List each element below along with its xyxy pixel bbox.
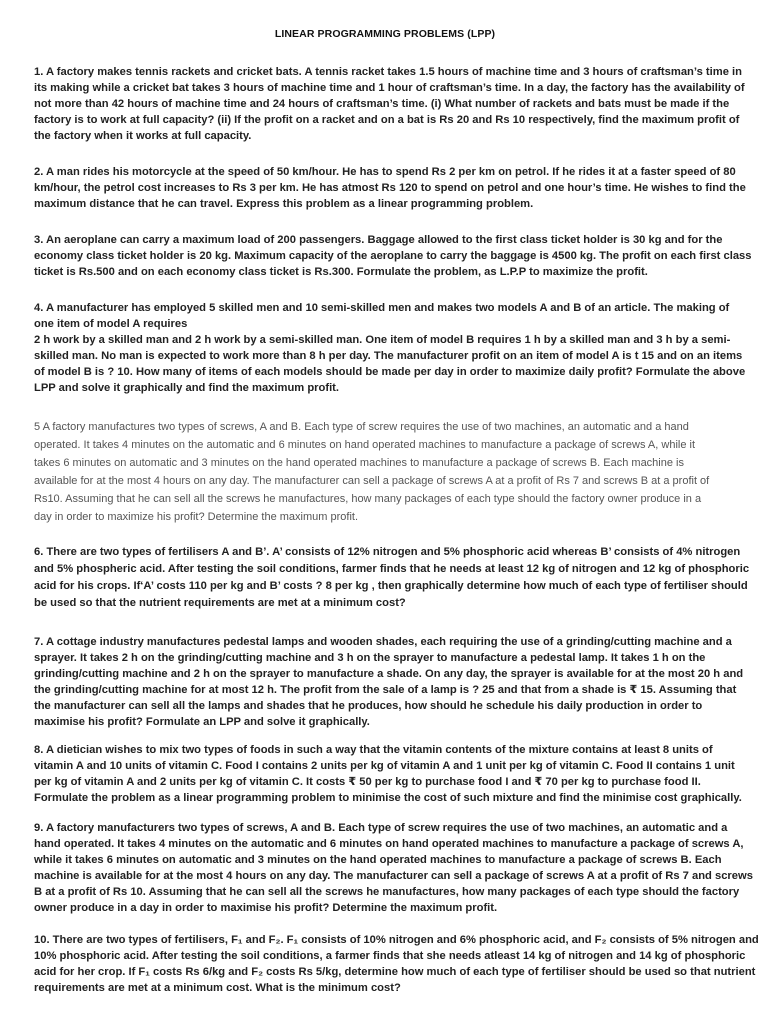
problem-line: Rs10. Assuming that he can sell all the screws he manufactures, how many packages of each type should the factory owner produce in a [34,493,702,505]
document-title: LINEAR PROGRAMMING PROBLEMS (LPP) [274,28,496,40]
problem-line: 10% phosphoric acid. After testing the soil conditions, a farmer finds that she needs atleast 14 kg of nitrogen and 14 kg of phosphoric [34,950,746,962]
problem-1 [34,64,745,144]
problem-line: while it takes 6 minutes on automatic and 3 minutes on the hand operated machines to manufacture a package of screws B. Each [34,854,722,866]
problem-line: 7. A cottage industry manufactures pedestal lamps and wooden shades, each requiring the use of a grinding/cutting machine and a [34,636,732,648]
problem-line: sprayer. It takes 2 h on the grinding/cutting machine and 3 h on the sprayer to manufacture a pedestal lamp. It takes 1 h on the [34,652,706,664]
problem-line: ticket is Rs.500 and on each economy class ticket is Rs.300. Formulate the problem, as L.P.P to maximize the profit. [34,266,648,278]
problem-line: 9. A factory manufacturers two types of screws, A and B. Each type of screw requires the use of two machines, an automatic and a [34,822,728,834]
problem-3 [34,232,752,280]
problem-line: of model B is ? 10. How many of items of each models should be made per day in order to maximize daily profit? Formulate the above [34,366,746,378]
problem-line: 5 A factory manufactures two types of screws, A and B. Each type of screw requires the use of two machines, an automatic and a hand [34,421,689,433]
problem-5 [34,418,736,526]
problem-line: acid for his crops. If‘A’ costs 110 per kg and B’ costs ? 8 per kg , then graphically determine how much of each type of fertiliser should [34,580,748,592]
problem-line: its making while a cricket bat takes 3 hours of machine time and 1 hour of craftsman’s time. In a day, the factory has the availability of [34,82,745,94]
problem-line: not more than 42 hours of machine time and 24 hours of craftsman’s time. (i) What number of rackets and bats must be made if the [34,98,730,110]
problem-line: per kg of vitamin A and 2 units per kg of vitamin C. It costs ₹ 50 per kg to purchase food I and ₹ 70 per kg to purchase food II. [34,776,701,788]
problem-line: skilled man. No man is expected to work more than 8 h per day. The manufacturer profit on an item of model A is t 15 and on an items [34,350,743,362]
problem-line: 10. There are two types of fertilisers, F₁ and F₂. F₁ consists of 10% nitrogen and 6% phosphoric acid, and F₂ consists of 5% nitrogen and [34,934,759,946]
problem-line: operated. It takes 4 minutes on the automatic and 6 minutes on hand operated machines to manufacture a package of screws A, while it [34,439,695,451]
problem-line: maximum distance that he can travel. Express this problem as a linear programming problem. [34,198,534,210]
problem-2 [34,164,746,212]
problem-line: 2. A man rides his motorcycle at the speed of 50 km/hour. He has to spend Rs 2 per km on petrol. If he rides it at a faster speed of 80 [34,166,736,178]
problem-line: day in order to maximize his profit? Determine the maximum profit. [34,511,359,523]
problem-line: 8. A dietician wishes to mix two types of foods in such a way that the vitamin contents of the mixture contains at least 8 units of [34,744,713,756]
problem-line: acid for her crop. If F₁ costs Rs 6/kg and F₂ costs Rs 5/kg, determine how much of each type of fertiliser should be used so that nutrient [34,966,756,978]
problem-8 [34,742,742,806]
problem-line: LPP and solve it graphically and find the maximum profit. [34,382,340,394]
problem-line: maximise his profit? Formulate an LPP and solve it graphically. [34,716,370,728]
problem-line: takes 6 minutes on automatic and 3 minutes on the hand operated machines to manufacture a package of screws B. Each machine is [34,457,684,469]
problem-line: vitamin A and 10 units of vitamin C. Food I contains 2 units per kg of vitamin A and 1 unit per kg of vitamin C. Food II contains 1 unit [34,760,735,772]
problem-line: km/hour, the petrol cost increases to Rs 3 per km. He has atmost Rs 120 to spend on petrol and one hour’s time. He wishes to find the [34,182,746,194]
problem-line: and 5% phospheric acid. After testing the soil conditions, farmer finds that he needs at least 12 kg of nitrogen and 12 kg of phosphoric [34,563,750,575]
problem-line: Formulate the problem as a linear programming problem to minimise the cost of such mixture and find the minimise cost graphically. [34,792,742,804]
problem-line: one item of model A requires [34,318,188,330]
problem-6 [34,544,750,612]
problem-line: 6. There are two types of fertilisers A and B’. A’ consists of 12% nitrogen and 5% phosphoric acid whereas B’ consists of 4% nitrogen [34,546,741,558]
problem-line: economy class ticket holder is 20 kg. Maximum capacity of the aeroplane to carry the baggage is 4500 kg. The profit on each first class [34,250,752,262]
problem-line: 3. An aeroplane can carry a maximum load of 200 passengers. Baggage allowed to the first class ticket holder is 30 kg and for the [34,234,723,246]
problem-line: requirements are met at a minimum cost. What is the minimum cost? [34,982,401,994]
problem-line: the factory when it works at full capacity. [34,130,252,142]
problem-line: available for at the most 4 hours on any day. The manufacturer can sell a package of screws A at a profit of Rs 7 and screws B at a profit of [34,475,710,487]
problem-line: 2 h work by a skilled man and 2 h work by a semi-skilled man. One item of model B requires 1 h by a skilled man and 3 h by a semi- [34,334,731,346]
problem-line: machine is available for at the most 4 hours on any day. The manufacturer can sell a package of screws A at a profit of Rs 7 and screws [34,870,753,882]
problem-line: be used so that the nutrient requirements are met at a minimum cost? [34,597,406,609]
problem-line: hand operated. It takes 4 minutes on the automatic and 6 minutes on hand operated machines to manufacture a package of screws A, [34,838,744,850]
problem-line: owner produce in a day in order to maximise his profit? Determine the maximum profit. [34,902,498,914]
problem-line: B at a profit of Rs 10. Assuming that he can sell all the screws he manufactures, how many packages of each type should the factory [34,886,740,898]
problem-4 [34,300,746,396]
problem-7 [34,634,744,730]
problem-line: 4. A manufacturer has employed 5 skilled men and 10 semi-skilled men and makes two models A and B of an article. The making of [34,302,730,314]
problem-line: the grinding/cutting machine for at most 12 h. The profit from the sale of a lamp is ? 25 and that from a shade is ₹ 15. Assuming that [34,684,737,696]
problem-9 [34,820,753,916]
problem-line: the manufacturer can sell all the lamps and shades that he produces, how should he schedule his daily production in order to [34,700,703,712]
problem-line: 1. A factory makes tennis rackets and cricket bats. A tennis racket takes 1.5 hours of machine time and 3 hours of craftsman’s time in [34,66,742,78]
problem-line: factory is to work at full capacity? (ii) If the profit on a racket and on a bat is Rs 20 and Rs 10 respectively, find the maximum profit of [34,114,740,126]
problem-line: grinding/cutting machine and 2 h on the sprayer to manufacture a shade. On any day, the sprayer is available for at the most 20 h and [34,668,744,680]
problem-10 [34,932,759,996]
